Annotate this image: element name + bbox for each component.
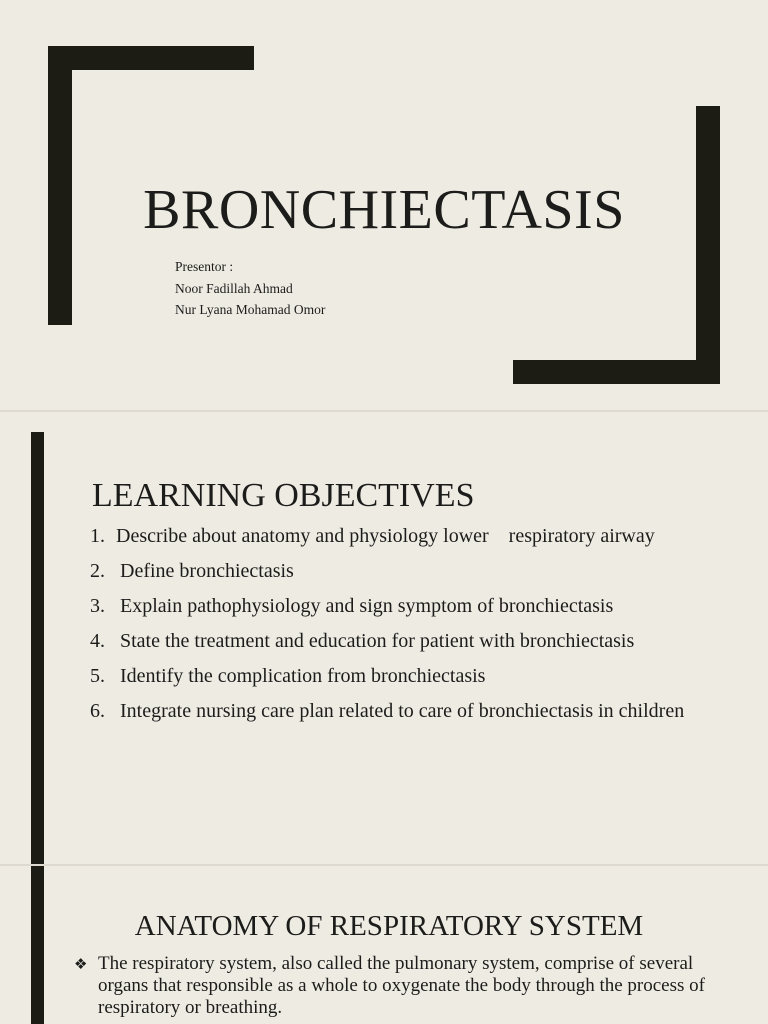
list-item-number: 1.: [90, 525, 105, 547]
title-slide: [0, 0, 768, 410]
list-item-text: State the treatment and education for patient with bronchiectasis: [120, 630, 635, 652]
objectives-list: [90, 524, 690, 734]
objectives-heading: LEARNING OBJECTIVES: [92, 477, 475, 514]
list-item-number: 2.: [90, 560, 105, 582]
list-item-text: Explain pathophysiology and sign symptom of bronchiectasis: [120, 595, 614, 617]
list-item: [90, 594, 690, 619]
list-item-number: 3.: [90, 595, 105, 617]
frame-bottom-right-horizontal: [513, 360, 720, 384]
list-item: [90, 699, 690, 724]
list-item: [90, 559, 690, 584]
anatomy-slide: [0, 866, 768, 1024]
list-item-text: Integrate nursing care plan related to care of bronchiectasis in children: [120, 700, 685, 722]
anatomy-paragraph: The respiratory system, also called the pulmonary system, comprise of several organs that responsible as a whole to oxygenate the body through the process of respiratory or breathing.: [98, 953, 705, 1018]
list-item-number: 6.: [90, 700, 105, 722]
presentation-title: BRONCHIECTASIS: [143, 179, 625, 241]
objectives-slide: [0, 412, 768, 864]
accent-bar: [31, 432, 44, 864]
accent-bar: [31, 866, 44, 1024]
list-item-text: Describe about anatomy and physiology lower respiratory airway: [116, 525, 655, 547]
presenter-label: Presentor :: [175, 259, 234, 274]
list-item-text: Identify the complication from bronchiectasis: [120, 665, 486, 687]
frame-top-left-horizontal: [48, 46, 254, 70]
list-item-text: Define bronchiectasis: [120, 560, 294, 582]
list-item-number: 4.: [90, 630, 105, 652]
frame-bottom-right-vertical: [696, 106, 720, 384]
list-item: [90, 629, 690, 654]
diamond-bullet-icon: ❖: [74, 955, 88, 973]
presenter-name: Nur Lyana Mohamad Omor: [175, 302, 326, 317]
list-item: [90, 664, 690, 689]
list-item-number: 5.: [90, 665, 105, 687]
anatomy-heading: ANATOMY OF RESPIRATORY SYSTEM: [134, 910, 644, 942]
list-item: [90, 524, 690, 549]
presenter-name: Noor Fadillah Ahmad: [175, 280, 293, 296]
presenter-block: [175, 256, 325, 321]
